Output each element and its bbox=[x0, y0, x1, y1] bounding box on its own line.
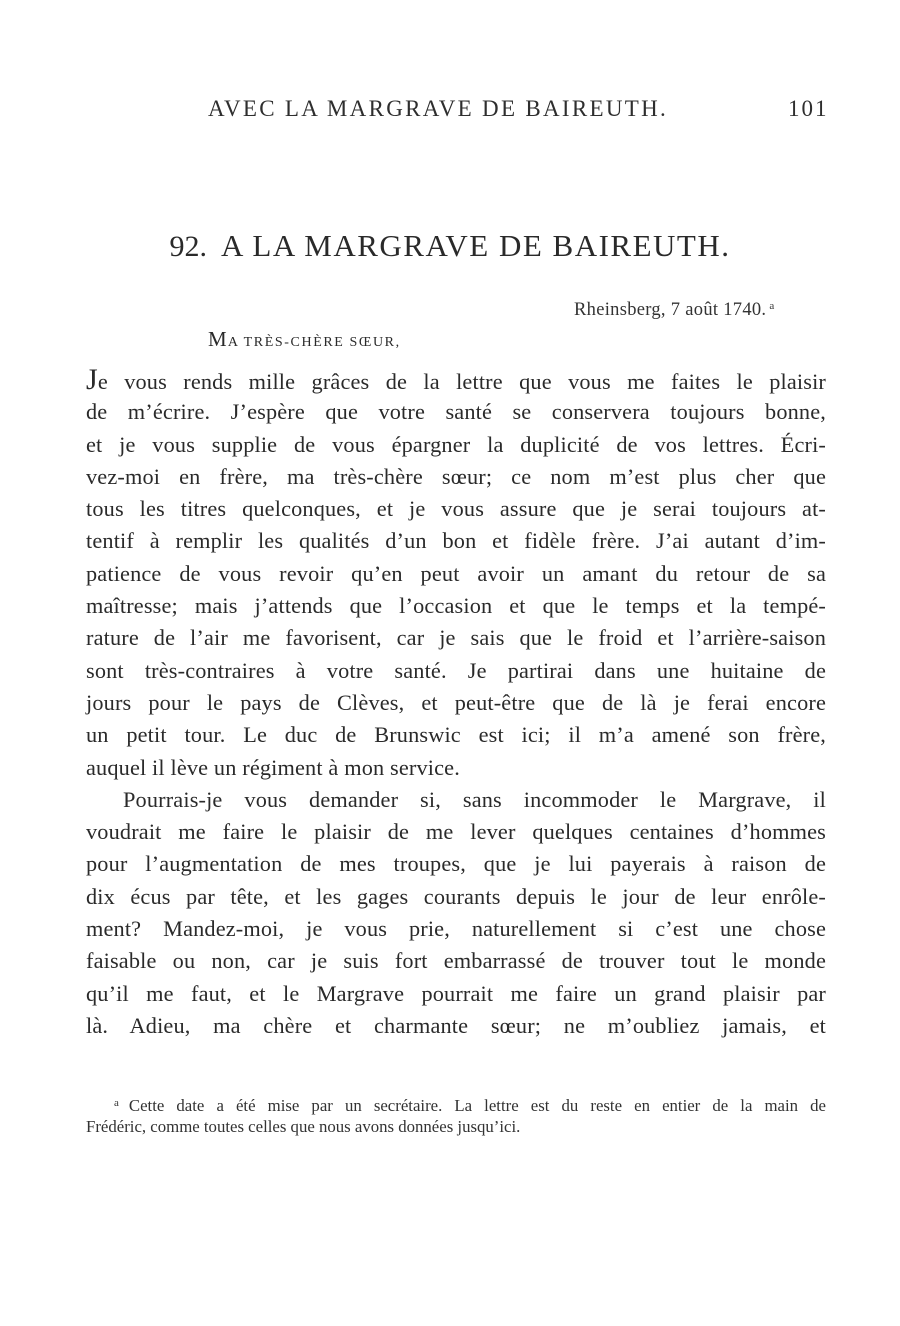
text-line: Je vous rends mille grâces de la lettre que vous me faites le plaisir bbox=[86, 363, 826, 396]
text-line: rature de l’air me favorisent, car je sais que le froid et l’arrière-saison bbox=[86, 625, 826, 651]
text-line: patience de vous revoir qu’en peut avoir un amant du retour de sa bbox=[86, 560, 826, 586]
footnote-reference: a bbox=[769, 300, 775, 312]
text-line: ment? Mandez-moi, je vous prie, naturellement si c’est une chose bbox=[86, 916, 826, 942]
footnote-mark: a bbox=[114, 1097, 119, 1109]
text-line: dix écus par tête, et les gages courants depuis le jour de leur enrôle- bbox=[86, 883, 826, 909]
text-line: qu’il me faut, et le Margrave pourrait me faire un grand plaisir par bbox=[86, 980, 826, 1006]
dateline-text: Rheinsberg, 7 août 1740. bbox=[574, 300, 767, 320]
footnote bbox=[86, 1091, 826, 1139]
text-line: de m’écrire. J’espère que votre santé se conservera toujours bonne, bbox=[86, 399, 826, 425]
text-line: tous les titres quelconques, et je vous assure que je serai toujours at- bbox=[86, 496, 826, 522]
letter-heading bbox=[0, 228, 900, 264]
footnote-line: $^a$ Cette date a été mise par un secrétaire. La lettre est du reste en entier de la main de bbox=[114, 1096, 826, 1115]
page-number: 101 bbox=[788, 96, 829, 121]
text-line: là. Adieu, ma chère et charmante sœur; ne m’oubliez jamais, et bbox=[86, 1012, 826, 1038]
letter-number: 92. bbox=[169, 230, 207, 263]
text-line: maîtresse; mais j’attends que l’occasion et que le temps et la tempé- bbox=[86, 593, 826, 619]
text-line: voudrait me faire le plaisir de me lever quelques centaines d’hommes bbox=[86, 819, 826, 845]
letter-title: A LA MARGRAVE DE BAIREUTH. bbox=[221, 228, 731, 263]
text-line: et je vous supplie de vous épargner la duplicité de vos lettres. Écri- bbox=[86, 431, 826, 457]
salutation-rest: A TRÈS-CHÈRE SŒUR, bbox=[227, 335, 401, 350]
text-line: faisable ou non, car je suis fort embarrassé de trouver tout le monde bbox=[86, 948, 826, 974]
letter-body bbox=[86, 364, 826, 1042]
text-line: un petit tour. Le duc de Brunswic est ici; il m’a amené son frère, bbox=[86, 722, 826, 748]
salutation-initial: M bbox=[208, 327, 228, 351]
running-head bbox=[0, 96, 900, 126]
text-line: tentif à remplir les qualités d’un bon et fidèle frère. J’ai autant d’im- bbox=[86, 528, 826, 554]
running-title: AVEC LA MARGRAVE DE BAIREUTH. bbox=[208, 96, 669, 121]
salutation bbox=[208, 327, 401, 352]
text-line: vez-moi en frère, ma très-chère sœur; ce nom m’est plus cher que bbox=[86, 463, 826, 489]
text-line: auquel il lève un régiment à mon service. bbox=[86, 754, 460, 780]
dateline bbox=[574, 300, 775, 321]
text-line: sont très-contraires à votre santé. Je partirai dans une huitaine de bbox=[86, 657, 826, 683]
text-line: jours pour le pays de Clèves, et peut-être que de là je ferai encore bbox=[86, 689, 826, 715]
text-line: pour l’augmentation de mes troupes, que je lui payerais à raison de bbox=[86, 851, 826, 877]
footnote-line: Frédéric, comme toutes celles que nous avons données jusqu’ici. bbox=[86, 1117, 521, 1136]
drop-cap: J bbox=[86, 363, 98, 396]
text-line: Pourrais-je vous demander si, sans incommoder le Margrave, il bbox=[123, 786, 826, 812]
